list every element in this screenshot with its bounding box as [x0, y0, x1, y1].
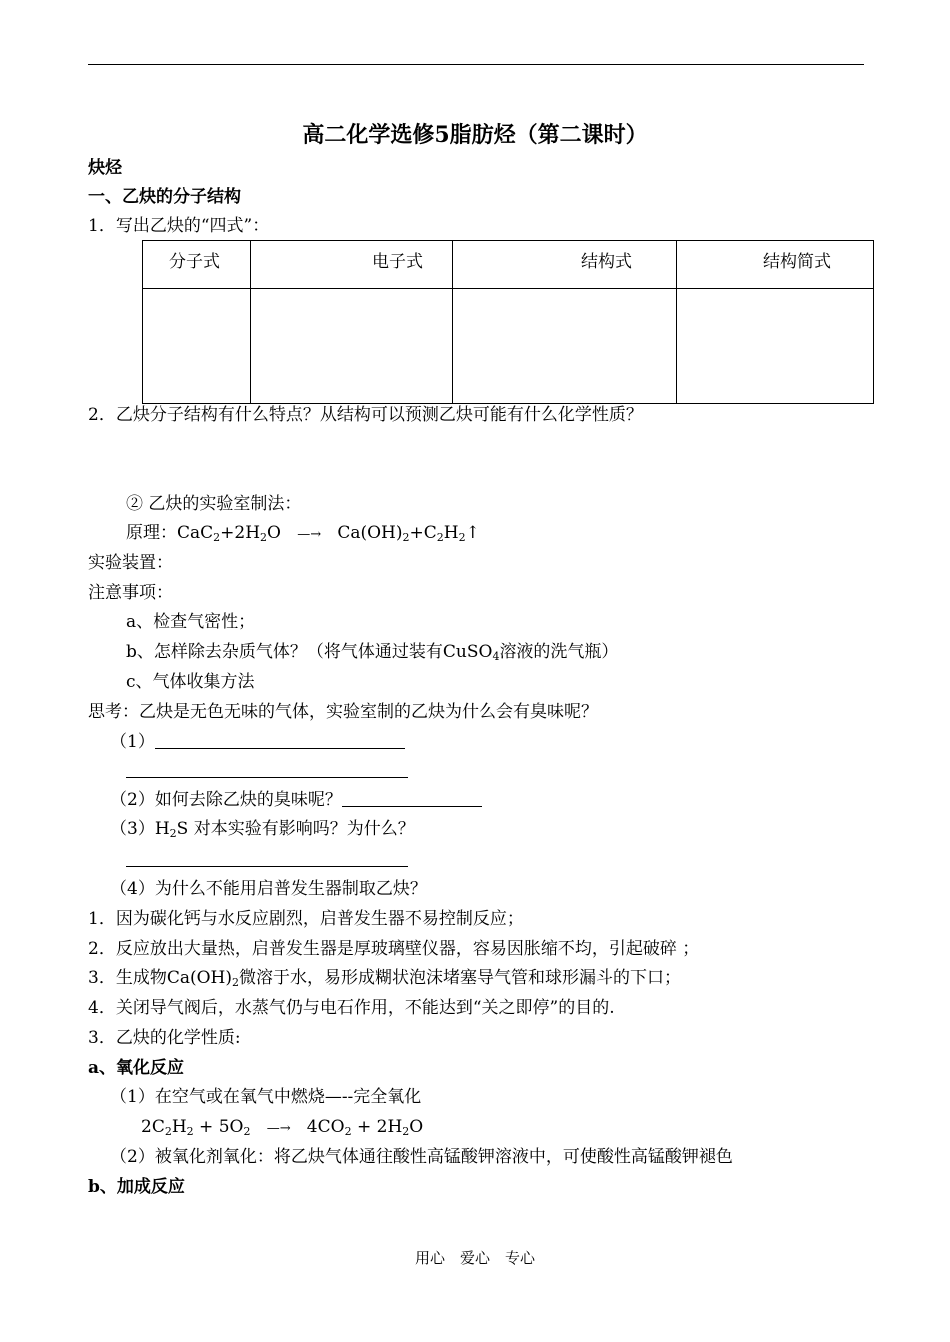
oxidation-2: （2）被氧化剂氧化：将乙炔气体通往酸性高锰酸钾溶液中，可使酸性高锰酸钾褪色: [110, 1147, 733, 1167]
question-chemical-properties: 3．乙炔的化学性质:: [88, 1028, 241, 1048]
note-a: a、检查气密性；: [126, 612, 256, 632]
four-formulas-table: [142, 240, 874, 404]
apparatus-label: 实验装置：: [88, 553, 173, 573]
reason-4: 4．关闭导气阀后，水蒸气仍与电石作用，不能达到“关之即停”的目的.: [88, 998, 615, 1018]
header-condensed-formula: 结构简式: [677, 241, 874, 289]
answer-blank[interactable]: [126, 866, 408, 867]
section-alkyne: 炔烃: [88, 158, 122, 178]
reaction-principle: 原理：$CaC_2+2H_2O$ —→ $Ca(OH)_2+C_2H_2↑$: [126, 523, 480, 544]
reason-2: 2．反应放出大量热，启普发生器是厚玻璃壁仪器，容易因胀缩不均，引起破碎 ；: [88, 939, 700, 959]
answer-cell[interactable]: [453, 289, 677, 404]
answer-blank[interactable]: [155, 730, 405, 749]
answer-blank[interactable]: [126, 777, 408, 778]
header-structural-formula: 结构式: [453, 241, 677, 289]
page-footer: 用心 爱心 专心: [414, 1249, 535, 1267]
think-question: 思考：乙炔是无色无味的气体，实验室制的乙炔为什么会有臭味呢？: [88, 702, 598, 722]
lab-preparation-title: ② 乙炔的实验室制法：: [126, 494, 302, 514]
reason-3: 3．生成物$Ca(OH)_2$微溶于水，易形成糊状泡沫堵塞导气管和球形漏斗的下口；: [88, 968, 681, 989]
question-structure-features: 2．乙炔分子结构有什么特点？从结构可以预测乙炔可能有什么化学性质？: [88, 405, 643, 425]
header-rule: [88, 64, 864, 65]
oxidation-1: （1）在空气或在氧气中燃烧—--完全氧化: [110, 1087, 422, 1107]
think-3: $(3)H_2S$ 对本实验有影响吗？为什么？: [110, 819, 415, 840]
section-molecular-structure: 一、乙炔的分子结构: [88, 187, 241, 207]
note-b: b、怎样除去杂质气体？（将气体通过装有CuSO$_4$溶液的洗气瓶）: [126, 642, 619, 663]
question-four-formulas: 1．写出乙炔的“四式”：: [88, 216, 270, 236]
combustion-equation: $2C_2H_2 + 5O_2$ —→ $4CO_2 + 2H_2O$: [141, 1117, 424, 1138]
reason-1: 1．因为碳化钙与水反应剧烈，启普发生器不易控制反应；: [88, 909, 524, 929]
note-c: c、气体收集方法: [126, 672, 255, 692]
section-oxidation: a、氧化反应: [88, 1058, 185, 1078]
answer-cell[interactable]: [143, 289, 251, 404]
header-electron-formula: 电子式: [251, 241, 453, 289]
header-molecular-formula: 分子式: [143, 241, 251, 289]
answer-cell[interactable]: [251, 289, 453, 404]
think-4: （4）为什么不能用启普发生器制取乙炔？: [110, 879, 427, 899]
notes-label: 注意事项：: [88, 583, 173, 603]
page-title: 高二化学选修5脂肪烃（第二课时）: [302, 122, 648, 148]
answer-blank[interactable]: [342, 788, 482, 807]
section-addition: b、加成反应: [88, 1177, 185, 1197]
think-2: （2）如何去除乙炔的臭味呢？: [110, 788, 482, 812]
answer-cell[interactable]: [677, 289, 874, 404]
think-1: （1）: [110, 730, 405, 754]
